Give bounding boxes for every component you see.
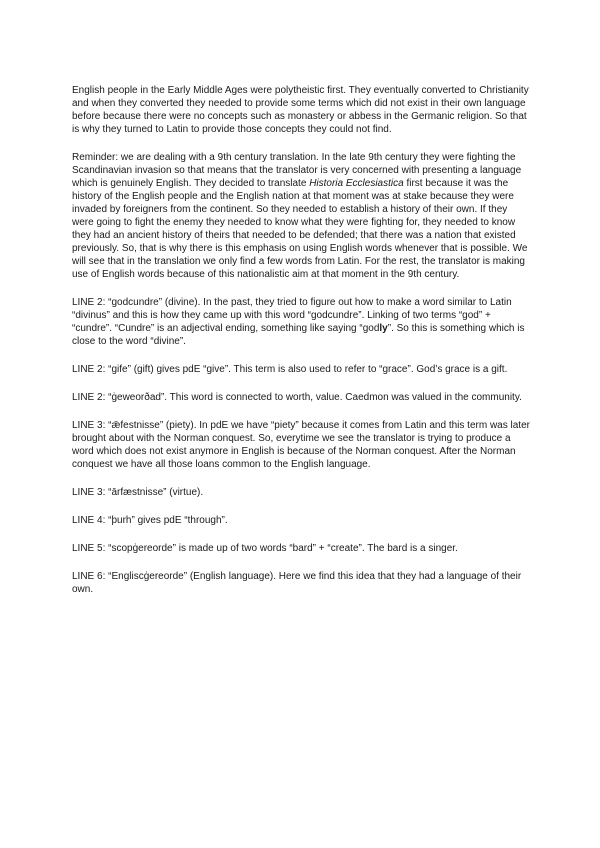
- godcundre-bold-suffix: ly: [379, 323, 388, 334]
- paragraph-geweordad: LINE 2: “ġeweorðad”. This word is connected to worth, value. Caedmon was valued in the community.: [72, 392, 522, 403]
- paragraph-godcundre: [72, 296, 530, 348]
- godcundre-text-before: LINE 2: “godcundre” (divine). In the past, they tried to figure out how to make a word similar to Latin “divinus” and this is how they came up with this word “godcundre”. Linking of two terms “god” + “cundre”. “Cundre” is an adjectival ending, something like saying “god: [72, 297, 512, 334]
- paragraph-reminder: [72, 151, 530, 281]
- paragraph-aefestnisse: LINE 3: “ǣfestnisse” (piety). In pdE we have “piety” because it comes from Latin and this term was later brought about with the Norman conquest. So, everytime we see the translator is trying to produce a word which does not exist anymore in English is because of the Norman conquest. After the Norman conquest we have all those loans common to the English language.: [72, 420, 530, 470]
- paragraph-arfaestnisse: LINE 3: “ārfæstnisse” (virtue).: [72, 487, 204, 498]
- paragraph-engliscgereorde: LINE 6: “Engliscġereorde” (English language). Here we find this idea that they had a language of their own.: [72, 571, 522, 595]
- paragraph-gife: LINE 2: “gife” (gift) gives pdE “give”. This term is also used to refer to “grace”. God’s grace is a gift.: [72, 364, 508, 375]
- document-body: [72, 84, 530, 611]
- godcundre-text-after: ”. So this is something which is close to the word “divine”.: [72, 323, 525, 347]
- paragraph-conversion: English people in the Early Middle Ages were polytheistic first. They eventually converted to Christianity and when they converted they needed to provide some terms which did not exist in their own language before because there were no concepts such as monastery or abbess in the Germanic religion. So that is why they turned to Latin to provide those concepts they could not find.: [72, 85, 529, 135]
- paragraph-scopgereorde: LINE 5: “scopġereorde” is made up of two words “bard” + “create”. The bard is a singer.: [72, 543, 458, 554]
- reminder-text-before: Reminder: we are dealing with a 9th century translation. In the late 9th century they were fighting the Scandinavian invasion so that means that the translator is very concerned with presenting a language which is genuinely English. They decided to translate: [72, 152, 522, 189]
- reminder-title-italic: Historia Ecclesiastica: [309, 178, 404, 189]
- paragraph-thurh: LINE 4: “þurh” gives pdE “through”.: [72, 515, 228, 526]
- reminder-text-after: first because it was the history of the English people and the English nation at that moment was at stake because they were invaded by foreigners from the continent. So they needed to establish a history of their own. If they were going to fight the enemy they needed to know what they were fighting for, they needed to know they had an ancient history of theirs that needed to be defended; that there was a nation that existed previously. So, that is why there is this emphasis on using English words whenever that is possible. We will see that in the translation we only find a few words from Latin. For the rest, the translator is making use of English words because of this nationalistic aim at that moment in the 9th century.: [72, 178, 528, 280]
